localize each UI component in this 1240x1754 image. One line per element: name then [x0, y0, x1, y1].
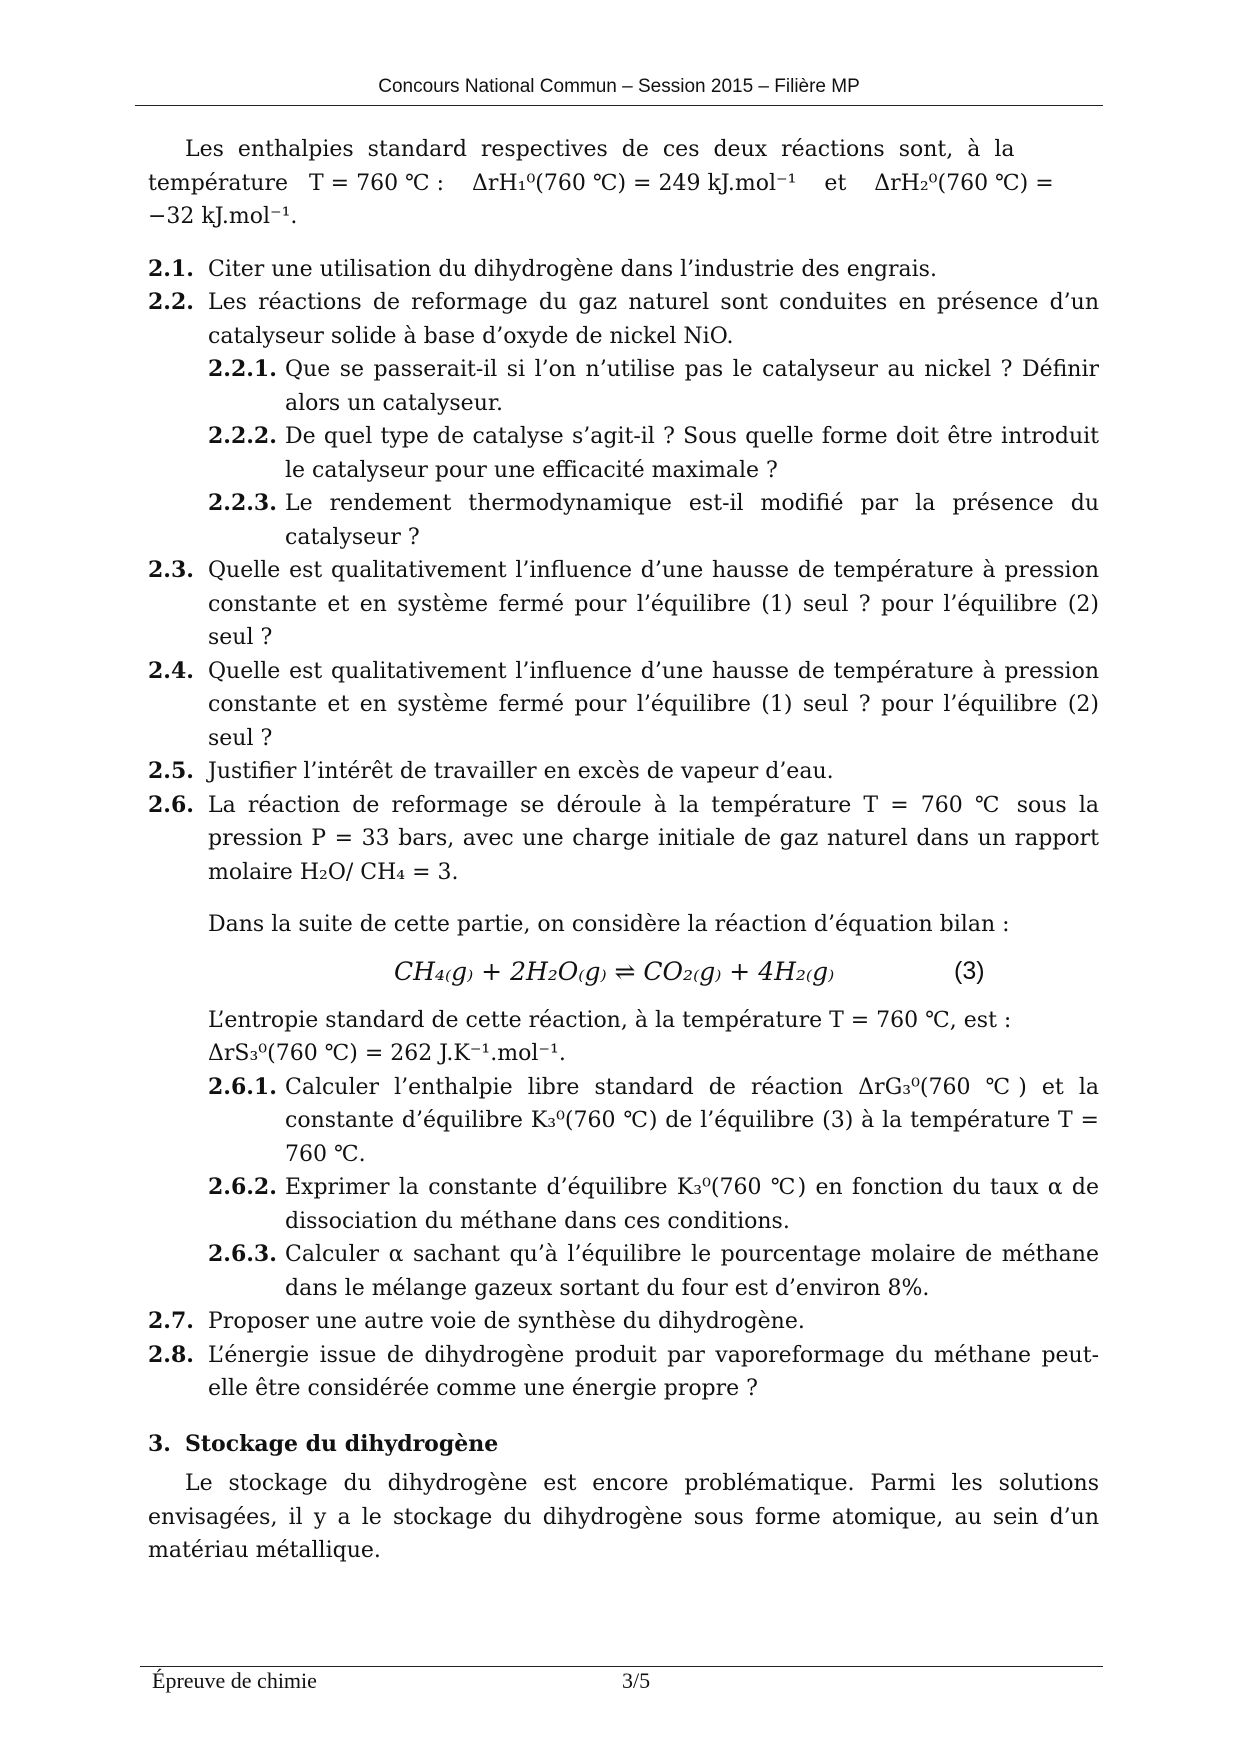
entropy-line-2: ΔrS₃⁰(760 ℃) = 262 J.K⁻¹.mol⁻¹. [208, 1041, 566, 1066]
question-text: Citer une utilisation du dihydrogène dans l’industrie des engrais. [208, 256, 937, 282]
section-3-title [148, 1428, 1099, 1462]
part-note: Dans la suite de cette partie, on considère la réaction d’équation bilan : [208, 912, 1010, 937]
question-text: La réaction de reformage se déroule à la température T = 760 ℃ sous la pression P = 33 bars, avec une charge initiale de gaz naturel dans un rapport molaire H₂O/ CH₄ = 3. [208, 792, 1099, 885]
question-number: 2.6. [148, 791, 194, 818]
intro-line-3: −32 kJ.mol⁻¹. [148, 204, 298, 229]
section-number: 3. [148, 1430, 171, 1457]
question-number: 2.7. [148, 1308, 194, 1334]
question-number: 2.2.1. [208, 356, 277, 382]
equation-text: CH₄₍g₎ + 2H₂O₍g₎ ⇌ CO₂₍g₎ + 4H₂₍g₎ [394, 956, 835, 986]
question-number: 2.4. [148, 657, 194, 684]
question-2-6 [148, 789, 1099, 890]
question-number: 2.2.3. [208, 490, 277, 516]
question-2-3 [148, 554, 1099, 655]
question-number: 2.2.2. [208, 423, 277, 449]
page-header: Concours National Commun – Session 2015 – Filière MP [378, 76, 860, 97]
question-2-8 [148, 1339, 1099, 1406]
footer-rule [140, 1666, 1103, 1667]
question-2-4 [148, 655, 1099, 756]
question-text: Proposer une autre voie de synthèse du dihydrogène. [208, 1309, 805, 1334]
page-number: 3/5 [622, 1668, 651, 1693]
question-number: 2.2. [148, 289, 194, 315]
question-2-6-2 [148, 1171, 1099, 1238]
question-number: 2.8. [148, 1341, 194, 1368]
intro-line-1: Les enthalpies standard respectives de ces deux réactions sont, à la [185, 137, 1015, 162]
question-2-2-3 [148, 487, 1099, 554]
question-number: 2.5. [148, 758, 194, 784]
question-text: De quel type de catalyse s’agit-il ? Sous quelle forme doit être introduit le catalyseur pour une efficacité maximale ? [285, 424, 1099, 483]
question-text: Le rendement thermodynamique est-il modifié par la présence du catalyseur ? [285, 491, 1099, 550]
question-text: Quelle est qualitativement l’influence d’une hausse de température à pression constante et en système fermé pour l’équilibre (1) seul ? pour l’équilibre (2) seul ? [208, 658, 1099, 751]
question-2-7 [148, 1305, 1099, 1339]
question-number: 2.6.3. [208, 1241, 277, 1267]
question-number: 2.3. [148, 557, 194, 583]
entropy-line-1: L’entropie standard de cette réaction, à la température T = 760 ℃, est : [208, 1007, 1012, 1033]
page-content [148, 133, 1099, 1568]
question-2-6-1 [148, 1071, 1099, 1172]
question-2-2-2 [148, 420, 1099, 487]
question-number: 2.6.1. [208, 1073, 277, 1100]
question-text: Que se passerait-il si l’on n’utilise pas le catalyseur au nickel ? Définir alors un catalyseur. [285, 357, 1099, 416]
equation-3 [148, 942, 1099, 1004]
question-2-2-1 [148, 353, 1099, 420]
intro-line-2: température T = 760 ℃ : ΔrH₁⁰(760 ℃) = 249 kJ.mol⁻¹ et ΔrH₂⁰(760 ℃) = [148, 170, 1054, 196]
question-text: Calculer l’enthalpie libre standard de réaction ΔrG₃⁰(760 ℃) et la constante d’équilibre K₃⁰(760 ℃) de l’équilibre (3) à la température T = 760 ℃. [285, 1074, 1099, 1167]
question-text: Quelle est qualitativement l’influence d’une hausse de température à pression constante et en système fermé pour l’équilibre (1) seul ? pour l’équilibre (2) seul ? [208, 558, 1099, 650]
question-2-5 [148, 755, 1099, 789]
section-3-paragraph: Le stockage du dihydrogène est encore problématique. Parmi les solutions envisagées, il y a le stockage du dihydrogène sous forme atomique, au sein d’un matériau métallique. [148, 1471, 1099, 1563]
question-number: 2.1. [148, 255, 194, 282]
question-text: Justifier l’intérêt de travailler en excès de vapeur d’eau. [208, 759, 834, 784]
footer-subject: Épreuve de chimie [152, 1668, 317, 1693]
question-text: Calculer α sachant qu’à l’équilibre le pourcentage molaire de méthane dans le mélange gazeux sortant du four est d’environ 8%. [285, 1242, 1099, 1301]
question-2-1 [148, 253, 1099, 287]
question-text: L’énergie issue de dihydrogène produit par vaporeformage du méthane peut-elle être considérée comme une énergie propre ? [208, 1342, 1099, 1401]
question-text: Exprimer la constante d’équilibre K₃⁰(760 ℃) en fonction du taux α de dissociation du méthane dans ces conditions. [285, 1175, 1099, 1234]
question-2-2 [148, 286, 1099, 353]
equation-number: (3) [954, 956, 985, 985]
section-title-text: Stockage du dihydrogène [185, 1430, 499, 1457]
question-text: Les réactions de reformage du gaz naturel sont conduites en présence d’un catalyseur solide à base d’oxyde de nickel NiO. [208, 290, 1099, 349]
question-2-6-3 [148, 1238, 1099, 1305]
question-number: 2.6.2. [208, 1174, 277, 1200]
header-rule [135, 105, 1103, 106]
